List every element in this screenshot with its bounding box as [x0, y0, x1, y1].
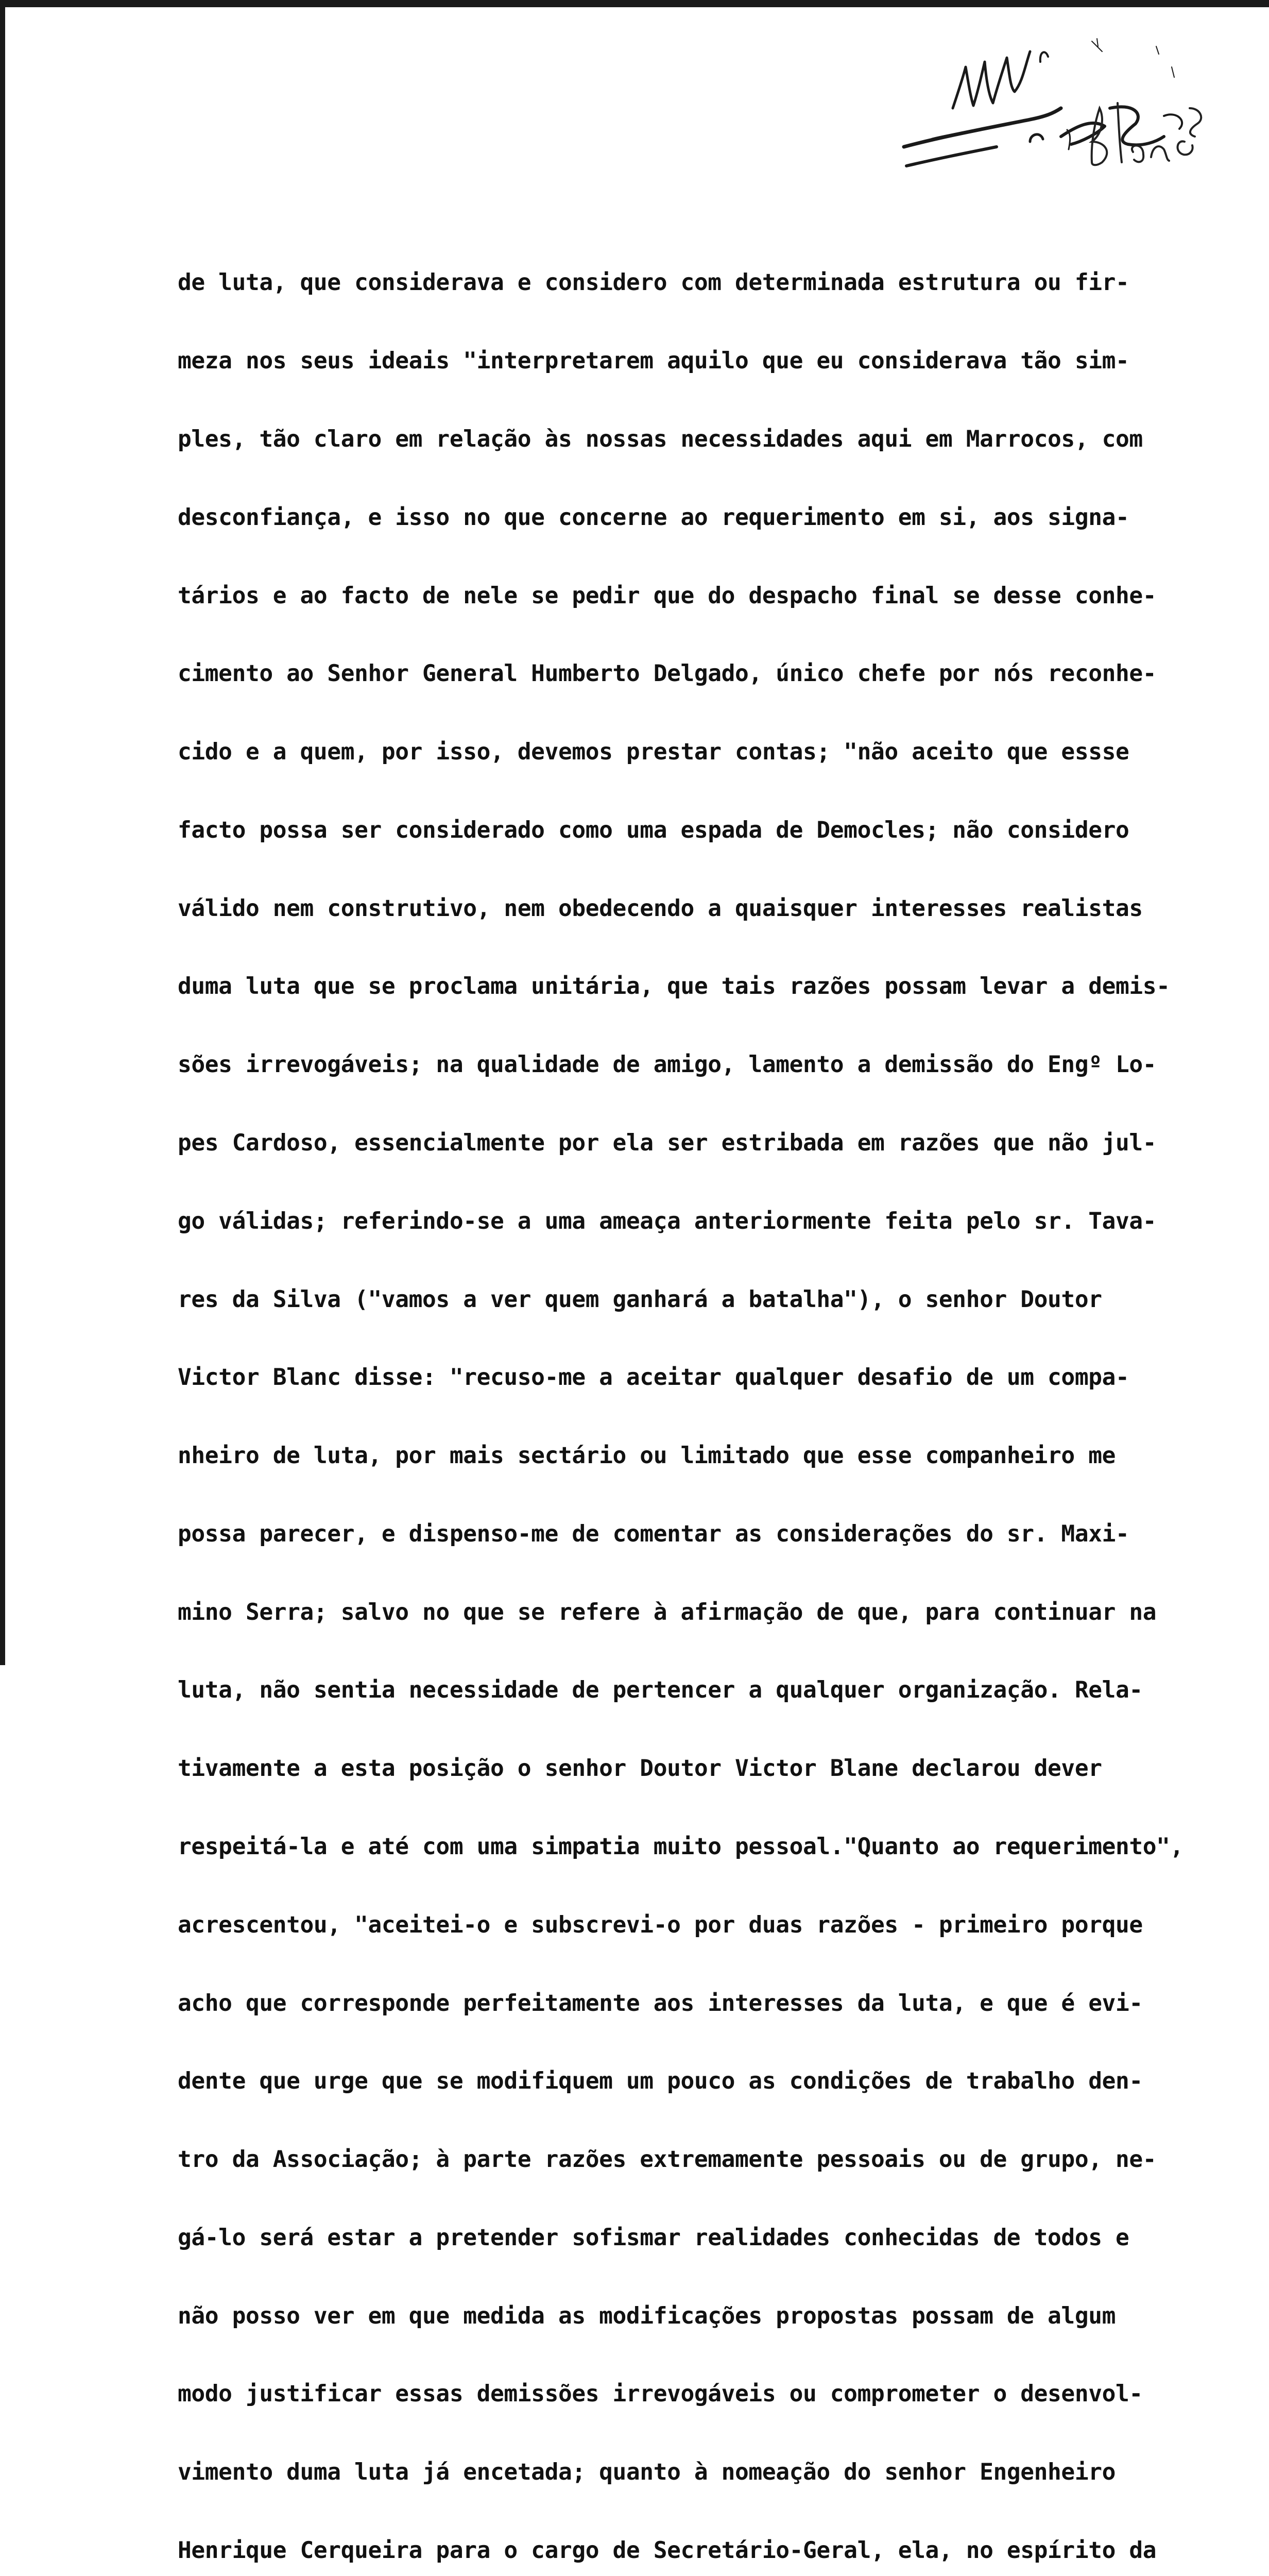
text-line: acho que corresponde perfeitamente aos interesses da luta, e que é evi- — [178, 1990, 1143, 2016]
text-line: Victor Blanc disse: "recuso-me a aceitar qualquer desafio de um compa- — [178, 1364, 1129, 1391]
text-line: res da Silva ("vamos a ver quem ganhará a batalha"), o senhor Doutor — [178, 1286, 1102, 1313]
text-line: possa parecer, e dispenso-me de comentar as considerações do sr. Maxi- — [178, 1520, 1129, 1547]
typed-document-text — [178, 166, 1184, 2576]
text-line: desconfiança, e isso no que concerne ao requerimento em si, aos signa- — [178, 504, 1129, 531]
text-line: dente que urge que se modifiquem um pouco as condições de trabalho den- — [178, 2068, 1143, 2095]
handwritten-signature — [876, 31, 1210, 170]
paragraph-1 — [178, 218, 1184, 2576]
text-line: sões irrevogáveis; na qualidade de amigo, lamento a demissão do Engº Lo- — [178, 1052, 1157, 1078]
text-line: respeitá-la e até com uma simpatia muito pessoal."Quanto ao requerimento", — [178, 1834, 1184, 1860]
text-line: modo justificar essas demissões irrevogáveis ou comprometer o desenvol- — [178, 2381, 1143, 2408]
text-line: duma luta que se proclama unitária, que tais razões possam levar a demis- — [178, 973, 1170, 1000]
text-line: ples, tão claro em relação às nossas necessidades aqui em Marrocos, com — [178, 426, 1143, 452]
text-line: pes Cardoso, essencialmente por ela ser estribada em razões que não jul- — [178, 1129, 1157, 1156]
text-line: válido nem construtivo, nem obedecendo a quaisquer interesses realistas — [178, 895, 1143, 922]
text-line: acrescentou, "aceitei-o e subscrevi-o por duas razões - primeiro porque — [178, 1911, 1143, 1938]
text-line: tivamente a esta posição o senhor Doutor Victor Blane declarou dever — [178, 1755, 1102, 1782]
text-line: nheiro de luta, por mais sectário ou limitado que esse companheiro me — [178, 1443, 1116, 1469]
text-line: mino Serra; salvo no que se refere à afirmação de que, para continuar na — [178, 1599, 1157, 1625]
text-line: meza nos seus ideais "interpretarem aquilo que eu considerava tão sim- — [178, 348, 1129, 375]
text-line: go válidas; referindo-se a uma ameaça anteriormente feita pelo sr. Tava- — [178, 1208, 1157, 1234]
text-line: tro da Associação; à parte razões extremamente pessoais ou de grupo, ne- — [178, 2146, 1157, 2173]
scan-border-top — [0, 0, 1269, 7]
text-line: luta, não sentia necessidade de pertencer a qualquer organização. Rela- — [178, 1677, 1143, 1704]
text-line: cido e a quem, por isso, devemos prestar contas; "não aceito que essse — [178, 739, 1129, 766]
text-line: tários e ao facto de nele se pedir que do despacho final se desse conhe- — [178, 582, 1157, 609]
text-line: não posso ver em que medida as modificações propostas possam de algum — [178, 2302, 1116, 2329]
text-line: gá-lo será estar a pretender sofismar realidades conhecidas de todos e — [178, 2224, 1129, 2251]
text-line: facto possa ser considerado como uma espada de Democles; não considero — [178, 817, 1129, 843]
text-line: cimento ao Senhor General Humberto Delgado, único chefe por nós reconhe- — [178, 660, 1157, 687]
text-line: de luta, que considerava e considero com determinada estrutura ou fir- — [178, 269, 1129, 296]
text-line: vimento duma luta já encetada; quanto à nomeação do senhor Engenheiro — [178, 2459, 1116, 2486]
text-line: Henrique Cerqueira para o cargo de Secretário-Geral, ela, no espírito da — [178, 2537, 1157, 2564]
scan-border-left — [0, 0, 5, 1665]
